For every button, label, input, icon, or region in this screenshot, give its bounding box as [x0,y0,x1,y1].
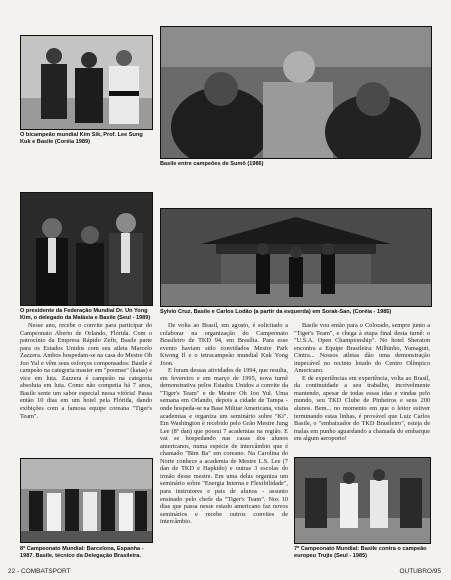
article-column-3 [294,322,430,443]
column-2-paragraph-1: De volta ao Brasil, em agosto, é solicitado a colaborar na organização do Campeonato Brasileiro de TKD 94, em Brasília. Para esse evento haviam sido convidados Mestre Park Kwong Il e o tetracampeão mundial Kuk Yong Joon. [160,322,288,367]
column-3-paragraph-1: Basile vou então para o Colorado, sempre junto a "Tiger's Team", e chega à etapa final desta turnê: o "U.S.A. Open Championship". No hotel Sheraton encontra a Equipe Brasileira: Milhinho, Yamaguti, Cintra... Nossos atletas dão uma demonstração impecável no recinto lotado do Centro Olímpico Americano. [294,322,430,375]
photo-seul-fight [294,457,431,544]
photo-barcelona-team [20,458,153,543]
photo-federation-president [20,192,153,306]
column-3-paragraph-2: E de experiências em experiência, volta ao Brasil, da continuidade a seu trabalho, incrivelmente mantendo, apesar de todas essas idas e vindas pelo mundo, seu TKD Clube de Pinheiros e seus 200 alunos. Bem... no momento em que o leitor estiver terminando estas linhas, é provável que Luiz Carlos Basile, o "embaixador do TKD Brasileiro", esteja de malas em punho aguardando a chamada do embarque em algum aeroporto! [294,374,430,443]
photo-kim-sik-lee-basile [20,35,153,130]
column-1-paragraph: Nesse ano, recebe o convite para participar do Campeonato Aberto de Orlando, Flórida. Com o patrocínio da Empresa Rápido Zefir, Basile parte para os Estados Unidos com seu atleta Marcelo Zazzera. Ambos hospedam-se na casa do Mestre Oh Joo Yul e vêm seus esforços compensados: Basile é campeão na categoria master em "poomse" (katas) e vice em luta. Zazzera é campeão na categoria absoluta em luta. Como não competia há 7 anos, Basile sente um sabor especial nessa vitória! Passa então 10 dias em um hotel pela Flórida, dando exibições com a famosa equipe coreana "Tiger's Team". [20,322,152,420]
caption-photo-1: O bicampeão mundial Kim Sik, Prof. Lee Sung Kuk e Basile (Coréia 1989) [20,132,143,145]
article-column-2 [160,322,288,526]
page-footer-right: OUTUBRO/95 [399,568,441,575]
caption-photo-6: 7º Campeonato Mundial: Basile contra o campeão europeu Trujis (Seul - 1985) [294,546,427,559]
caption-photo-3: O presidente da Federação Mundial Dr. Un Yong Kim, o delegado da Malásia e Basile (Seul - 1989) [20,308,151,321]
caption-photo-2: Basile entre campeões de Sumô (1986) [160,161,264,167]
caption-photo-4: Sylvio Cruz, Basile e Carlos Lodão (a partir da esquerda) em Sorak-San, (Coréia - 1985) [160,309,392,315]
caption-photo-5: 8º Campeonato Mundial: Barcelona, Espanha - 1987. Basile, técnico da Delegação Brasileira. [20,546,144,559]
photo-sorak-san [160,208,432,307]
photo-sumo-champions [160,26,432,159]
article-column-1 [20,322,152,420]
column-2-paragraph-2: E foram dessas atividades de 1994, que resulta, em fevereiro e em março de 1995, nova turnê demonstrativa pelos Estados Unidos a convite da "Tiger's Team" e de Mestre Oh Joo Yul. Uma semana em Orlando, depois a cidade de Tampa - onde hospeda-se na Base Militar Americana, visita academias e organiza um seminário sobre "Ki". Em Washington é recebido pelo Grão Mestre Jung Lee (8º dan) que possui 7 academias na região. E vai se hospedando nas casas dos alunos americanos, numa espécie de intercâmbio que é chamado "Bim Ba" em coreano. Na Carolina do Norte conhece a academia de Mestre L.S. Lee (7 dan de TKD e Hapkido) e outras 3 escolas do irmão desse mestre. Em uma delas organiza um seminário sobre "Energia Interna e Flexibilidade", para instrutores e pais de alunos - assunto ensinado pelo chefe da "Tiger's Team". Nos 10 dias que passa nesse estado americano faz novos seminários e recebe outros convites de intercâmbio. [160,367,288,526]
page-footer-left: 22 - COMBATSPORT [8,568,71,575]
